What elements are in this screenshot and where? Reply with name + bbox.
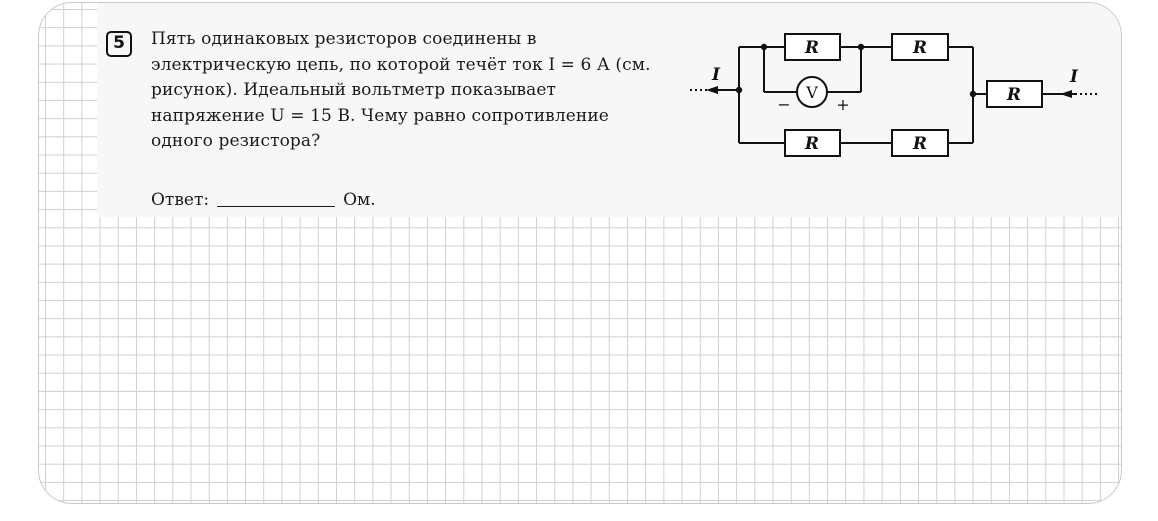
current-arrow-left-icon — [706, 86, 718, 94]
current-label-left: I — [712, 65, 720, 85]
current-label-right: I — [1070, 67, 1078, 87]
resistor-label-bottom-right: R — [912, 134, 928, 154]
resistor-label-bottom-left: R — [804, 134, 820, 154]
node-top-mid — [858, 44, 864, 50]
node-top-left — [761, 44, 767, 50]
voltmeter-plus-sign: + — [836, 95, 850, 114]
answer-label: Ответ: — [151, 190, 210, 210]
task-text: Пять одинаковых резисторов соединены в электрическую цепь, по которой течёт ток I = 6 А (см. рисунок). Идеальный вольтметр показывает напряжение U = 15 В. Чему равно сопротивление одного резистора? — [151, 29, 651, 151]
task-number-badge: 5 — [106, 31, 132, 57]
voltmeter-label: V — [806, 83, 818, 102]
voltmeter-minus-sign: − — [777, 95, 791, 114]
node-right — [970, 91, 976, 97]
current-arrow-right-icon — [1060, 90, 1072, 98]
answer-unit: Ом. — [343, 190, 376, 210]
resistor-label-top-right: R — [912, 38, 928, 58]
node-left — [736, 87, 742, 93]
resistor-label-output: R — [1006, 85, 1022, 105]
resistor-label-top-left: R — [804, 38, 820, 58]
